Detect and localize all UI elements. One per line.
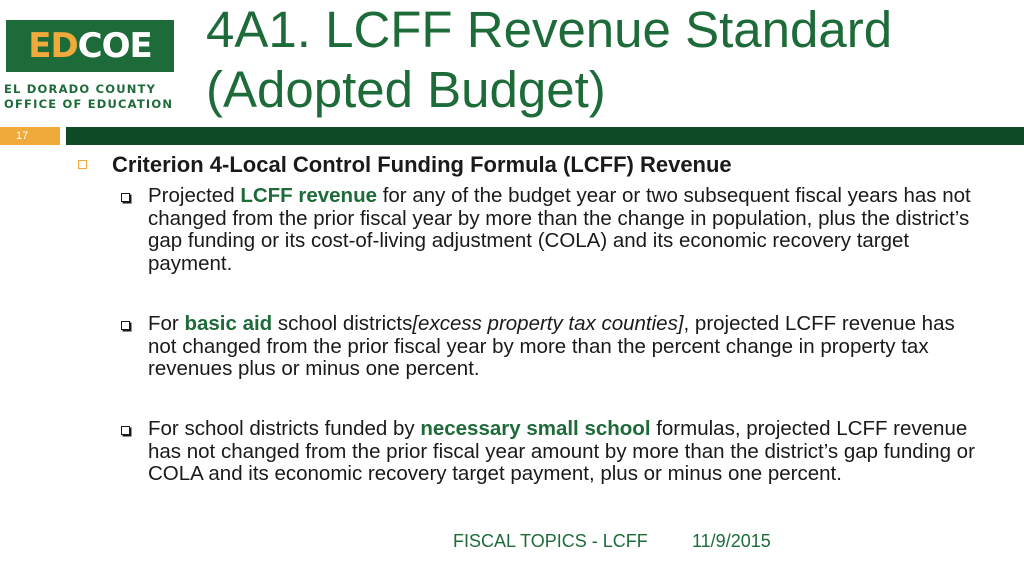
bullet-highlight: basic aid [184,312,273,335]
logo-county-line: EL DORADO COUNTY [4,82,157,96]
logo-office-line: OFFICE OF EDUCATION [4,97,174,111]
square-bullet-icon [121,321,130,330]
criterion-heading: Criterion 4-Local Control Funding Formula (LCFF) Revenue [112,152,732,177]
bullet-item [148,418,978,486]
logo-coe: COE [77,26,152,66]
slide-number: 17 [16,130,29,142]
bullet-item [148,185,978,275]
bullet-highlight: necessary small school [420,417,651,440]
bullet-text: For [148,312,185,335]
bullet-text: , projected LCFF revenue has not changed from the prior fiscal year by more than the percent change in property tax revenues plus or minus one percent. [148,312,955,381]
bullet-text: formulas, projected LCFF revenue has not changed from the prior fiscal year amount by more than the district’s gap funding or COLA and its economic recovery target payment, plus or minus one percent. [148,417,975,486]
bullet-text: school districts [272,312,413,335]
square-bullet-icon [121,193,130,202]
bullet-highlight: LCFF revenue [240,184,378,207]
footer-date: 11/9/2015 [692,531,771,551]
bullet-text: for any of the budget year or two subsequent fiscal years has not changed from the prior fiscal year by more than the change in population, plus the district’s gap funding or its cost-of-living adjustment (COLA) and its economic recovery target payment. [148,184,971,275]
footer-topic: FISCAL TOPICS - LCFF [453,531,648,551]
slide-title-line2: (Adopted Budget) [206,61,606,118]
logo-ed: ED [28,26,78,66]
heading-bullet-icon [78,160,87,169]
bullet-item [148,313,978,381]
bullet-text: Projected [148,184,241,207]
slide-title-line1: 4A1. LCFF Revenue Standard [206,1,893,58]
bullet-text: For school districts funded by [148,417,421,440]
square-bullet-icon [121,426,130,435]
bullet-italic: [excess property tax counties] [412,312,684,335]
